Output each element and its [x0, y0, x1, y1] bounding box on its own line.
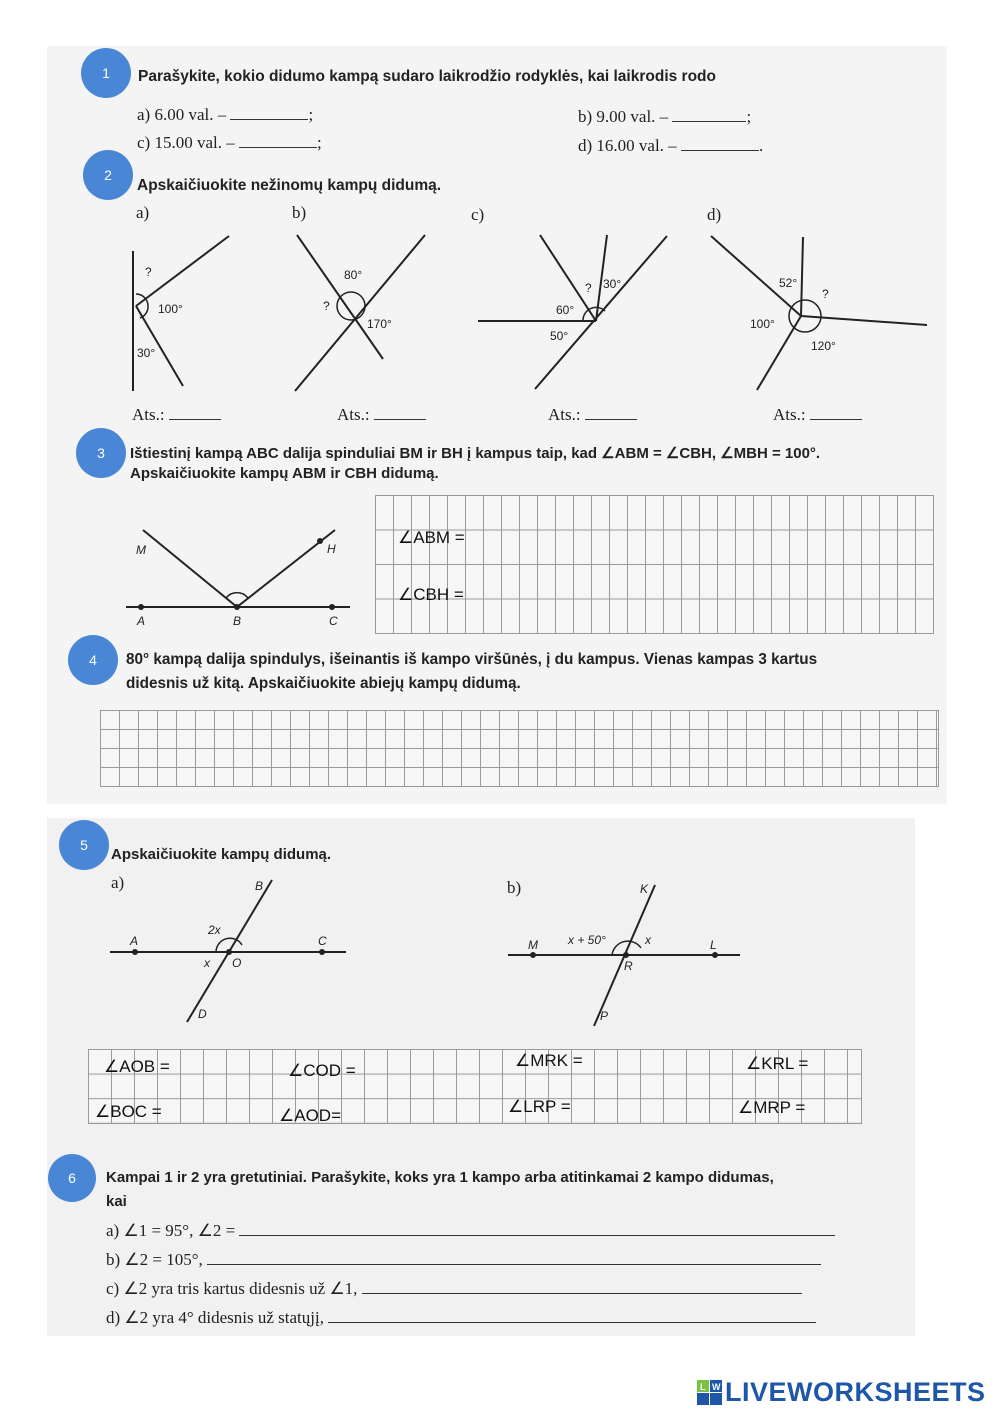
- q5a-point-a: [132, 949, 138, 955]
- q5b-label-x: x: [645, 933, 651, 947]
- q5a-point-o: [226, 949, 232, 955]
- q2b-angle-170: 170°: [367, 317, 392, 331]
- q6-answer-d[interactable]: [328, 1308, 816, 1323]
- q3-label-m: M: [136, 543, 146, 557]
- q6-item-b-label: b) ∠2 = 105°,: [106, 1250, 203, 1269]
- q5b-point-l: [712, 952, 718, 958]
- q2b-angle-80: 80°: [344, 268, 363, 282]
- q5-field-krl[interactable]: ∠KRL =: [746, 1054, 809, 1073]
- q5-title: Apskaičiuokite kampų didumą.: [111, 846, 332, 863]
- q1-semi-b: ;: [746, 107, 752, 126]
- q2d-angle-100: 100°: [750, 317, 775, 331]
- q5b-label-p: P: [600, 1009, 609, 1023]
- q6-item-a-label: a) ∠1 = 95°, ∠2 =: [106, 1221, 236, 1240]
- q5-field-boc[interactable]: ∠BOC =: [95, 1102, 162, 1121]
- q2-label-b: b): [292, 203, 307, 222]
- q1-semi-a: ;: [308, 105, 314, 124]
- q2-label-c: c): [471, 205, 485, 224]
- q5b-point-m: [530, 952, 536, 958]
- q5b-label-k: K: [640, 882, 649, 896]
- q5-label-a: a): [111, 873, 125, 892]
- q6-line1: Kampai 1 ir 2 yra gretutiniai. Parašykite, koks yra 1 kampo arba atitinkamai 2 kampo didumas,: [106, 1169, 774, 1186]
- q2a-angle-30: 30°: [137, 346, 156, 360]
- q5a-label-a: A: [130, 934, 139, 948]
- question-number-2: 2: [83, 150, 133, 200]
- q5b-point-r: [623, 952, 629, 958]
- q2-title: Apskaičiuokite nežinomų kampų didumą.: [137, 177, 442, 194]
- q5a-label-c: C: [318, 934, 327, 948]
- q5b-label-l: L: [710, 938, 717, 952]
- q5-field-cod[interactable]: ∠COD =: [288, 1061, 356, 1080]
- question-number-3: 3: [76, 428, 126, 478]
- q1-dot-d: .: [758, 136, 764, 155]
- q3-line2: Apskaičiuokite kampų ABM ir CBH didumą.: [130, 465, 439, 482]
- q5-field-mrk[interactable]: ∠MRK =: [515, 1051, 583, 1070]
- q2d-unknown: ?: [822, 287, 829, 301]
- q2c-unknown: ?: [585, 281, 592, 295]
- q5b-label-m: M: [528, 938, 538, 952]
- q2b-unknown: ?: [323, 299, 330, 313]
- q4-line1: 80° kampą dalija spindulys, išeinantis iš kampo viršūnės, į du kampus. Vienas kampas 3 kartus: [126, 651, 818, 668]
- q6-item-a: [106, 1221, 835, 1241]
- q1-item-d-label: d) 16.00 val. –: [578, 136, 677, 155]
- q5-field-lrp[interactable]: ∠LRP =: [508, 1097, 571, 1116]
- q2-answer-a-label: Ats.:: [132, 405, 165, 424]
- liveworksheets-wordmark: LIVEWORKSHEETS: [725, 1377, 986, 1407]
- q6-item-d: [106, 1308, 816, 1328]
- q2c-angle-60: 60°: [556, 303, 575, 317]
- q5-field-mrp[interactable]: ∠MRP =: [738, 1098, 806, 1117]
- q6-item-c: [106, 1279, 802, 1299]
- q1-item-a-label: a) 6.00 val. –: [137, 105, 227, 124]
- q6-answer-a[interactable]: [239, 1221, 835, 1236]
- q3-line1: Ištiestinį kampą ABC dalija spinduliai BM ir BH į kampus taip, kad ∠ABM = ∠CBH, ∠MBH = 100°.: [130, 445, 821, 462]
- q2-answer-d-field[interactable]: [810, 405, 862, 420]
- q5a-label-d: D: [198, 1007, 207, 1021]
- q5a-label-x: x: [204, 956, 210, 970]
- q6-answer-c[interactable]: [362, 1279, 802, 1294]
- q2-answer-b-label: Ats.:: [337, 405, 370, 424]
- q1-title: Parašykite, kokio didumo kampą sudaro laikrodžio rodyklės, kai laikrodis rodo: [138, 68, 716, 85]
- q5b-label-xp: x + 50°: [568, 933, 606, 947]
- q6-item-d-label: d) ∠2 yra 4° didesnis už statųjį,: [106, 1308, 324, 1327]
- q6-answer-b[interactable]: [207, 1250, 821, 1265]
- q1-semi-c: ;: [316, 133, 322, 152]
- q5a-label-b: B: [255, 879, 264, 893]
- q5b-label-r: R: [624, 959, 633, 973]
- q3-label-b: B: [233, 614, 242, 628]
- q6-line2: kai: [106, 1193, 127, 1210]
- q2-answer-c-label: Ats.:: [548, 405, 581, 424]
- q6-item-b: [106, 1250, 821, 1270]
- q2c-angle-50: 50°: [550, 329, 569, 343]
- q2c-angle-30: 30°: [603, 277, 622, 291]
- q2-label-a: a): [136, 203, 150, 222]
- q5-label-b: b): [507, 878, 522, 897]
- q5a-label-2x: 2x: [208, 923, 221, 937]
- q2d-angle-52: 52°: [779, 276, 798, 290]
- question-number-4: 4: [68, 635, 118, 685]
- q5a-label-o: O: [232, 956, 242, 970]
- q2d-angle-120: 120°: [811, 339, 836, 353]
- liveworksheets-badge-icon: [697, 1380, 723, 1406]
- q5-field-aob[interactable]: ∠AOB =: [104, 1057, 170, 1076]
- q3-field-cbh[interactable]: ∠CBH =: [398, 585, 464, 604]
- q5-field-aod[interactable]: ∠AOD=: [279, 1106, 342, 1125]
- q3-label-h: H: [327, 542, 336, 556]
- svg-text:L: L: [700, 1381, 706, 1392]
- question-number-5: 5: [59, 820, 109, 870]
- q3-label-c: C: [329, 614, 338, 628]
- q3-field-abm[interactable]: ∠ABM =: [398, 528, 465, 547]
- q6-item-c-label: c) ∠2 yra tris kartus didesnis už ∠1,: [106, 1279, 358, 1298]
- svg-text:W: W: [712, 1381, 721, 1392]
- q2a-unknown: ?: [145, 265, 152, 279]
- question-number-6: 6: [48, 1154, 96, 1202]
- liveworksheets-logo: [697, 1377, 986, 1408]
- q2-answer-d-label: Ats.:: [773, 405, 806, 424]
- q1-item-b-label: b) 9.00 val. –: [578, 107, 669, 126]
- q1-item-c-label: c) 15.00 val. –: [137, 133, 235, 152]
- q3-label-a: A: [137, 614, 146, 628]
- question-number-1: 1: [81, 48, 131, 98]
- q2d-ray-upper: [801, 237, 803, 316]
- q4-line2: didesnis už kitą. Apskaičiuokite abiejų kampų didumą.: [126, 675, 521, 692]
- q2-label-d: d): [707, 205, 722, 224]
- q5a-point-c: [319, 949, 325, 955]
- q2a-angle-100: 100°: [158, 302, 183, 316]
